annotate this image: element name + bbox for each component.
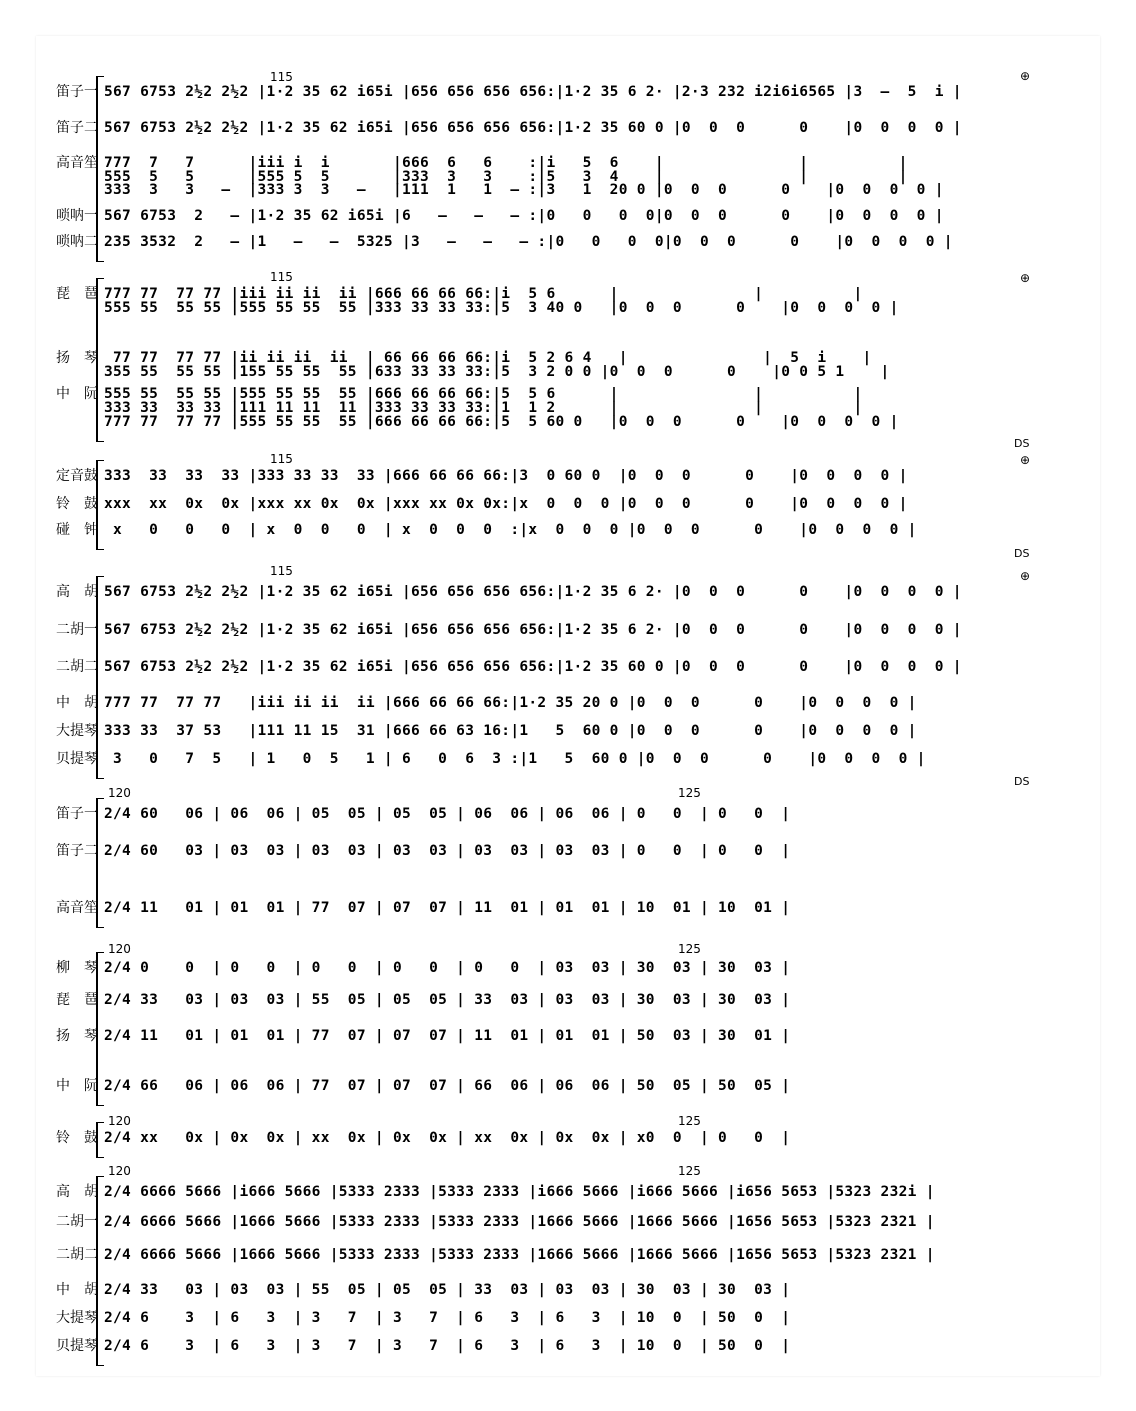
- measure-number: 115: [270, 452, 293, 466]
- staff-row: [0, 898, 1136, 918]
- instrument-name: 中 阮: [56, 1078, 98, 1094]
- staff-row: [0, 232, 1136, 252]
- notation-line: 2/4 0 0 | 0 0 | 0 0 | 0 0 | 0 0 | 03 03 | 30 03 | 30 03 |: [104, 960, 791, 976]
- notation-line: 2/4 6666 5666 |1666 5666 |5333 2333 |5333 2333 |1666 5666 |1666 5666 |1656 5653 |5323 2321 |: [104, 1247, 935, 1263]
- notation-line: 2/4 6 3 | 6 3 | 3 7 | 3 7 | 6 3 | 6 3 | 10 0 | 50 0 |: [104, 1338, 791, 1354]
- notation-line: 2/4 xx 0x | 0x 0x | xx 0x | 0x 0x | xx 0x | 0x 0x | x0 0 | 0 0 |: [104, 1130, 791, 1146]
- notation-line: 567 6753 2½2 2½2 |1·2 35 62 i65i |656 656 656 656:|1·2 35 60 0 |0 0 0 0 |0 0 0 0 |: [104, 659, 962, 675]
- notation-line: 777 77 77 77 |555 55 55 55 |666 66 66 66:|5 5 60 0 |0 0 0 0 |0 0 0 0 |: [104, 414, 899, 430]
- staff-row: [0, 1280, 1136, 1300]
- instrument-name: 定音鼓: [56, 468, 98, 484]
- instrument-name: 扬 琴: [56, 1028, 98, 1044]
- instrument-name: 高 胡: [56, 584, 98, 600]
- notation-line: 77 77 77 77 |ii ii ii ii | 66 66 66 66:|i 5 2 6 4 | | 5 i |: [104, 350, 872, 366]
- instrument-name: 高音笙: [56, 155, 98, 171]
- notation-line: 2/4 33 03 | 03 03 | 55 05 | 05 05 | 33 03 | 03 03 | 30 03 | 30 03 |: [104, 1282, 791, 1298]
- notation-line: 567 6753 2½2 2½2 |1·2 35 62 i65i |656 656 656 656:|1·2 35 60 0 |0 0 0 0 |0 0 0 0 |: [104, 120, 962, 136]
- notation-line: xxx xx 0x 0x |xxx xx 0x 0x |xxx xx 0x 0x:|x 0 0 0 |0 0 0 0 |0 0 0 0 |: [104, 496, 908, 512]
- instrument-name: 大提琴: [56, 1310, 98, 1326]
- measure-number: 120: [108, 1164, 131, 1178]
- instrument-name: 中 胡: [56, 695, 98, 711]
- instrument-name: 中 胡: [56, 1282, 98, 1298]
- measure-number: 115: [270, 564, 293, 578]
- instrument-name: 中 阮: [56, 386, 98, 402]
- notation-line: 2/4 6666 5666 |i666 5666 |5333 2333 |5333 2333 |i666 5666 |i666 5666 |i656 5653 |5323 232i |: [104, 1184, 935, 1200]
- staff-row: [0, 520, 1136, 540]
- notation-line: 2/4 60 06 | 06 06 | 05 05 | 05 05 | 06 06 | 06 06 | 0 0 | 0 0 |: [104, 806, 791, 822]
- staff-row: [0, 620, 1136, 640]
- notation-line: 2/4 66 06 | 06 06 | 77 07 | 07 07 | 66 06 | 06 06 | 50 05 | 50 05 |: [104, 1078, 791, 1094]
- instrument-name: 唢呐二: [56, 234, 98, 250]
- instrument-name: 高 胡: [56, 1184, 98, 1200]
- instrument-name: 笛子二: [56, 843, 98, 859]
- instrument-name: 碰 钟: [56, 522, 98, 538]
- measure-number: 125: [678, 1114, 701, 1128]
- staff-row: [0, 1026, 1136, 1046]
- instrument-name: 二胡二: [56, 1247, 98, 1263]
- staff-row: [0, 1128, 1136, 1148]
- notation-line: 567 6753 2½2 2½2 |1·2 35 62 i65i |656 656 656 656:|1·2 35 6 2· |2·3 232 i2i6i6565 |3 – 5 i |: [104, 84, 962, 100]
- notation-line: 777 7 7 |iii i i |666 6 6 :|i 5 6 | | |: [104, 155, 908, 171]
- dal-segno-mark: DS: [1014, 775, 1030, 788]
- staff-row: [0, 1308, 1136, 1328]
- notation-line: 3 0 7 5 | 1 0 5 1 | 6 0 6 3 :|1 5 60 0 |0 0 0 0 |0 0 0 0 |: [104, 751, 926, 767]
- notation-line: 2/4 60 03 | 03 03 | 03 03 | 03 03 | 03 03 | 03 03 | 0 0 | 0 0 |: [104, 843, 791, 859]
- notation-line: 333 33 37 53 |111 11 15 31 |666 66 63 16:|1 5 60 0 |0 0 0 0 |0 0 0 0 |: [104, 723, 917, 739]
- staff-row: [0, 841, 1136, 861]
- instrument-name: 贝提琴: [56, 751, 98, 767]
- instrument-name: 笛子一: [56, 84, 98, 100]
- staff-row: [0, 1076, 1136, 1096]
- staff-row: [0, 990, 1136, 1010]
- notation-line: 333 33 33 33 |111 11 11 11 |333 33 33 33:|1 1 2 | | |: [104, 400, 863, 416]
- notation-line: 555 55 55 55 |555 55 55 55 |666 66 66 66:|5 5 6 | | |: [104, 386, 863, 402]
- staff-row: [0, 693, 1136, 713]
- staff-row: [0, 749, 1136, 769]
- staff-row: [0, 721, 1136, 741]
- measure-number: 120: [108, 786, 131, 800]
- measure-number: 115: [270, 70, 293, 84]
- notation-line: 2/4 11 01 | 01 01 | 77 07 | 07 07 | 11 01 | 01 01 | 50 03 | 30 01 |: [104, 1028, 791, 1044]
- staff-row: [0, 494, 1136, 514]
- staff-row: [0, 298, 1136, 318]
- instrument-name: 柳 琴: [56, 960, 98, 976]
- coda-icon: ⊕: [1020, 271, 1031, 285]
- dal-segno-mark: DS: [1014, 437, 1030, 450]
- notation-line: 333 33 33 33 |333 33 33 33 |666 66 66 66:|3 0 60 0 |0 0 0 0 |0 0 0 0 |: [104, 468, 908, 484]
- instrument-name: 大提琴: [56, 723, 98, 739]
- instrument-name: 贝提琴: [56, 1338, 98, 1354]
- instrument-name: 笛子二: [56, 120, 98, 136]
- notation-line: 235 3532 2 – |1 – – 5325 |3 – – – :|0 0 0 0|0 0 0 0 |0 0 0 0 |: [104, 234, 953, 250]
- instrument-name: 二胡二: [56, 659, 98, 675]
- staff-row: [0, 362, 1136, 382]
- staff-row: [0, 82, 1136, 102]
- staff-row: [0, 1182, 1136, 1202]
- staff-row: [0, 804, 1136, 824]
- notation-line: 355 55 55 55 |155 55 55 55 |633 33 33 33:|5 3 2 0 0 |0 0 0 0 |0 0 5 1 |: [104, 364, 890, 380]
- measure-number: 125: [678, 786, 701, 800]
- staff-row: [0, 412, 1136, 432]
- coda-icon: ⊕: [1020, 569, 1031, 583]
- measure-number: 120: [108, 1114, 131, 1128]
- instrument-name: 二胡一: [56, 1214, 98, 1230]
- notation-line: 567 6753 2½2 2½2 |1·2 35 62 i65i |656 656 656 656:|1·2 35 6 2· |0 0 0 0 |0 0 0 0 |: [104, 584, 962, 600]
- notation-line: 333 3 3 – |333 3 3 – |111 1 1 – :|3 1 20 0 |0 0 0 0 |0 0 0 0 |: [104, 182, 944, 198]
- instrument-name: 琵 琶: [56, 992, 98, 1008]
- staff-row: [0, 1245, 1136, 1265]
- notation-line: 555 5 5 |555 5 5 |333 3 3 :|5 3 4 | | |: [104, 169, 908, 185]
- dal-segno-mark: DS: [1014, 547, 1030, 560]
- staff-row: [0, 1212, 1136, 1232]
- staff-row: [0, 180, 1136, 200]
- instrument-name: 扬 琴: [56, 350, 98, 366]
- notation-line: x 0 0 0 | x 0 0 0 | x 0 0 0 :|x 0 0 0 |0 0 0 0 |0 0 0 0 |: [104, 522, 917, 538]
- staff-row: [0, 466, 1136, 486]
- notation-line: 567 6753 2 – |1·2 35 62 i65i |6 – – – :|0 0 0 0|0 0 0 0 |0 0 0 0 |: [104, 208, 944, 224]
- notation-line: 555 55 55 55 |555 55 55 55 |333 33 33 33:|5 3 40 0 |0 0 0 0 |0 0 0 0 |: [104, 300, 899, 316]
- staff-row: [0, 206, 1136, 226]
- coda-icon: ⊕: [1020, 453, 1031, 467]
- notation-line: 777 77 77 77 |iii ii ii ii |666 66 66 66:|i 5 6 | | |: [104, 286, 863, 302]
- measure-number: 125: [678, 942, 701, 956]
- staff-row: [0, 582, 1136, 602]
- staff-row: [0, 1336, 1136, 1356]
- instrument-name: 铃 鼓: [56, 1130, 98, 1146]
- staff-row: [0, 118, 1136, 138]
- notation-line: 567 6753 2½2 2½2 |1·2 35 62 i65i |656 656 656 656:|1·2 35 6 2· |0 0 0 0 |0 0 0 0 |: [104, 622, 962, 638]
- instrument-name: 二胡一: [56, 622, 98, 638]
- measure-number: 120: [108, 942, 131, 956]
- instrument-name: 铃 鼓: [56, 496, 98, 512]
- instrument-name: 琵 琶: [56, 286, 98, 302]
- staff-row: [0, 657, 1136, 677]
- notation-line: 2/4 11 01 | 01 01 | 77 07 | 07 07 | 11 01 | 01 01 | 10 01 | 10 01 |: [104, 900, 791, 916]
- notation-line: 777 77 77 77 |iii ii ii ii |666 66 66 66:|1·2 35 20 0 |0 0 0 0 |0 0 0 0 |: [104, 695, 917, 711]
- instrument-name: 笛子一: [56, 806, 98, 822]
- notation-line: 2/4 33 03 | 03 03 | 55 05 | 05 05 | 33 03 | 03 03 | 30 03 | 30 03 |: [104, 992, 791, 1008]
- instrument-name: 唢呐一: [56, 208, 98, 224]
- notation-line: 2/4 6 3 | 6 3 | 3 7 | 3 7 | 6 3 | 6 3 | 10 0 | 50 0 |: [104, 1310, 791, 1326]
- coda-icon: ⊕: [1020, 69, 1031, 83]
- measure-number: 125: [678, 1164, 701, 1178]
- notation-line: 2/4 6666 5666 |1666 5666 |5333 2333 |5333 2333 |1666 5666 |1666 5666 |1656 5653 |5323 2321 |: [104, 1214, 935, 1230]
- measure-number: 115: [270, 270, 293, 284]
- staff-row: [0, 958, 1136, 978]
- instrument-name: 高音笙: [56, 900, 98, 916]
